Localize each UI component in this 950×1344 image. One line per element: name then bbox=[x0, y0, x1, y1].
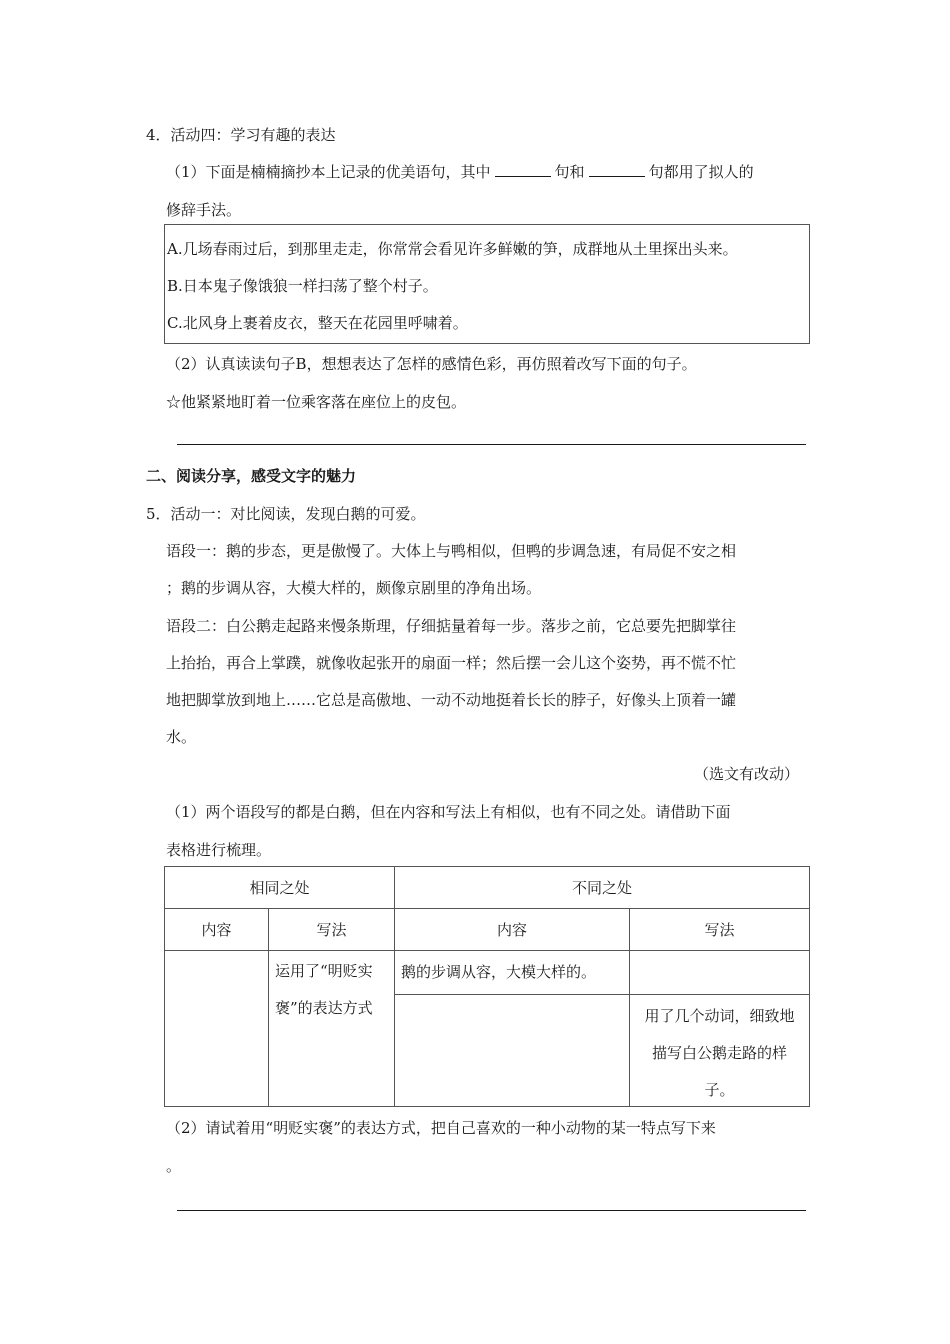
q4-p1-text-b: 句和 bbox=[554, 163, 585, 181]
col-content-same: 内容 bbox=[165, 909, 269, 951]
diff-method-line2: 描写白公鹅走路的样 bbox=[652, 1043, 788, 1062]
cell-diff-method-2 bbox=[630, 995, 810, 1107]
cell-same-content-blank[interactable] bbox=[165, 951, 269, 1107]
q5-para1-line2: ；鹅的步调从容，大模大样的，颇像京剧里的净角出场。 bbox=[166, 579, 542, 597]
answer-line-q4[interactable] bbox=[177, 444, 806, 445]
answer-blank-2[interactable] bbox=[589, 162, 645, 177]
option-b: B.日本鬼子像饿狼一样扫荡了整个村子。 bbox=[167, 277, 438, 295]
q4-p1-text-c: 句都用了拟人的 bbox=[648, 163, 754, 181]
col-method-same: 写法 bbox=[269, 909, 395, 951]
q5-p1-line2: 表格进行梳理。 bbox=[166, 841, 272, 859]
q5-para2-line3: 地把脚掌放到地上……它总是高傲地、一动不动地挺着长长的脖子，好像头上顶着一罐 bbox=[166, 691, 737, 709]
cell-diff-content-1: 鹅的步调从容，大模大样的。 bbox=[395, 951, 630, 995]
cell-same-method bbox=[269, 951, 395, 1107]
diff-method-line3: 子。 bbox=[704, 1080, 735, 1099]
q4-p1-line1 bbox=[166, 162, 754, 182]
diff-method-line1: 用了几个动词，细致地 bbox=[644, 1006, 795, 1025]
q5-para2-line4: 水。 bbox=[166, 728, 197, 746]
q4-p1-text-a: （1）下面是楠楠摘抄本上记录的优美语句，其中 bbox=[166, 163, 491, 181]
q4-p1-line2: 修辞手法。 bbox=[166, 201, 242, 219]
answer-line-q5[interactable] bbox=[177, 1210, 806, 1211]
q5-p2-line2: 。 bbox=[166, 1157, 182, 1175]
header-diff: 不同之处 bbox=[395, 867, 810, 909]
col-content-diff: 内容 bbox=[395, 909, 630, 951]
q4-p2-sentence: ☆他紧紧地盯着一位乘客落在座位上的皮包。 bbox=[166, 393, 467, 411]
same-method-line2: 褒”的表达方式 bbox=[275, 999, 373, 1017]
section-heading: 二、阅读分享，感受文字的魅力 bbox=[146, 467, 357, 485]
col-method-diff: 写法 bbox=[630, 909, 810, 951]
q5-p1-line1: （1）两个语段写的都是白鹅，但在内容和写法上有相似，也有不同之处。请借助下面 bbox=[166, 803, 731, 821]
option-c: C.北风身上裹着皮衣，整天在花园里呼啸着。 bbox=[167, 314, 468, 332]
q5-para2-line1: 语段二：白公鹅走起路来慢条斯理，仔细掂量着每一步。落步之前，它总要先把脚掌往 bbox=[166, 617, 737, 635]
comparison-table bbox=[164, 866, 810, 1107]
cell-diff-method-1-blank[interactable] bbox=[630, 951, 810, 995]
option-a: A.几场春雨过后，到那里走走，你常常会看见许多鲜嫩的笋，成群地从土里探出头来。 bbox=[167, 240, 738, 258]
q5-para1-line1: 语段一：鹅的步态，更是傲慢了。大体上与鸭相似，但鸭的步调急速，有局促不安之相 bbox=[166, 542, 737, 560]
header-same: 相同之处 bbox=[165, 867, 395, 909]
source-note: （选文有改动） bbox=[694, 765, 800, 783]
q4-p2: （2）认真读读句子B，想想表达了怎样的感情色彩，再仿照着改写下面的句子。 bbox=[166, 355, 697, 373]
q4-title: 4．活动四：学习有趣的表达 bbox=[146, 126, 336, 144]
q5-para2-line2: 上抬抬，再合上掌蹼，就像收起张开的扇面一样；然后摆一会儿这个姿势，再不慌不忙 bbox=[166, 654, 737, 672]
answer-blank-1[interactable] bbox=[495, 162, 551, 177]
q5-title: 5．活动一：对比阅读，发现白鹅的可爱。 bbox=[146, 505, 426, 523]
q5-p2-line1: （2）请试着用“明贬实褒”的表达方式，把自己喜欢的一种小动物的某一特点写下来 bbox=[166, 1119, 716, 1137]
cell-diff-content-2-blank[interactable] bbox=[395, 995, 630, 1107]
sentence-box bbox=[164, 224, 810, 344]
same-method-line1: 运用了“明贬实 bbox=[275, 962, 373, 980]
